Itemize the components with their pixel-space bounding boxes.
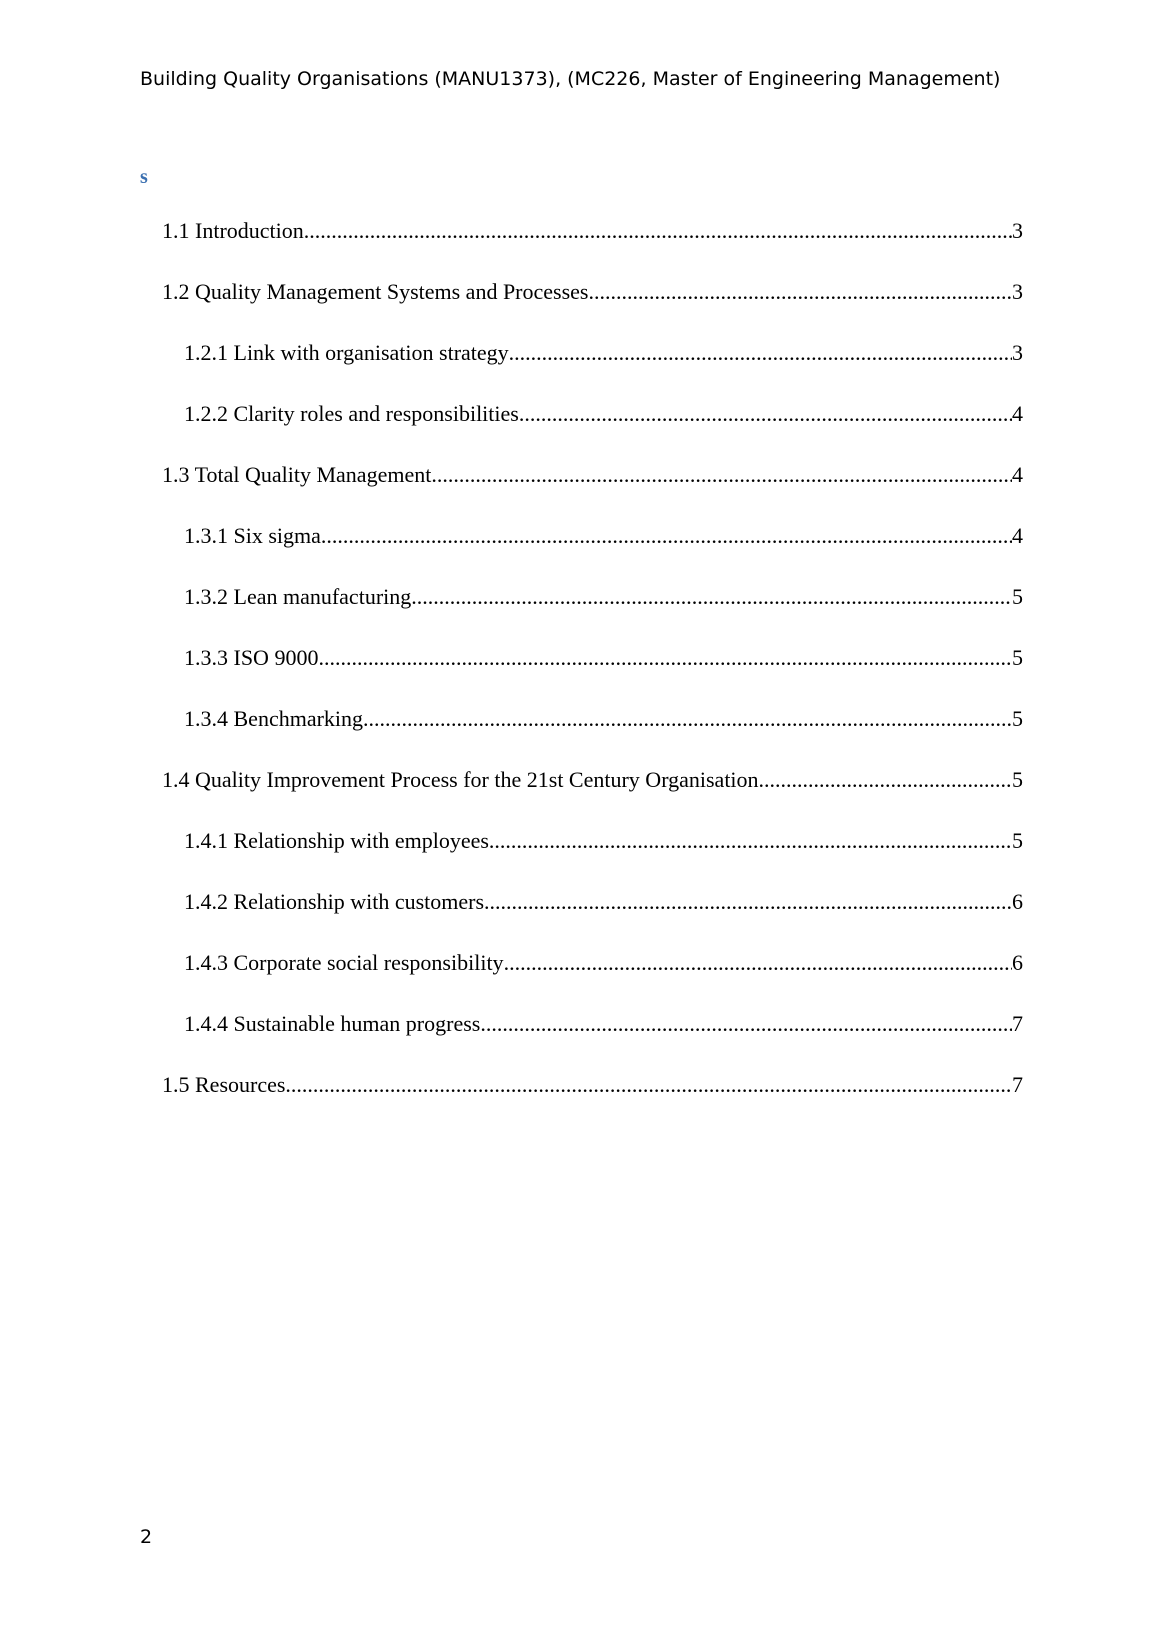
toc-dot-leader: [363, 706, 1012, 732]
toc-entry-label: 1.3.2 Lean manufacturing: [184, 584, 412, 609]
toc-entry-label: 1.3.3 ISO 9000: [184, 645, 319, 670]
toc-entry-clarity-roles[interactable]: [184, 401, 1023, 429]
toc-dot-leader: [304, 218, 1012, 244]
toc-dot-leader: [431, 462, 1012, 488]
toc-page-number: 5: [1012, 828, 1023, 853]
toc-entry-link-with-strategy[interactable]: [184, 340, 1023, 368]
page-header: Building Quality Organisations (MANU1373), (MC226, Master of Engineering Management): [140, 68, 1001, 90]
toc-page-number: 4: [1012, 462, 1023, 487]
toc-entry-label: 1.2.1 Link with organisation strategy: [184, 340, 509, 365]
toc-entry-label: 1.4.3 Corporate social responsibility: [184, 950, 504, 975]
toc-entry-label: 1.4.2 Relationship with customers: [184, 889, 485, 914]
toc-entry-label: 1.4.4 Sustainable human progress: [184, 1011, 481, 1036]
toc-dot-leader: [411, 584, 1012, 610]
toc-page-number: 6: [1012, 950, 1023, 975]
toc-dot-leader: [285, 1072, 1012, 1098]
toc-page-number: 3: [1012, 279, 1023, 304]
toc-page-number: 5: [1012, 584, 1023, 609]
toc-entry-lean-manufacturing[interactable]: [184, 584, 1023, 612]
toc-entry-quality-management-systems[interactable]: [162, 279, 1023, 307]
toc-entry-label: 1.2 Quality Management Systems and Processes: [162, 279, 589, 304]
toc-entry-label: 1.3.1 Six sigma: [184, 523, 321, 548]
toc-entry-label: 1.4.1 Relationship with employees: [184, 828, 489, 853]
toc-dot-leader: [519, 401, 1012, 427]
toc-entry-corporate-social-responsibility[interactable]: [184, 950, 1023, 978]
toc-dot-leader: [489, 828, 1012, 854]
page-number: 2: [140, 1526, 153, 1548]
toc-entry-quality-improvement-process[interactable]: [162, 767, 1023, 795]
toc-page-number: 4: [1012, 401, 1023, 426]
toc-page-number: 3: [1012, 218, 1023, 243]
toc-page-number: 7: [1012, 1011, 1023, 1036]
toc-entry-label: 1.5 Resources: [162, 1072, 286, 1097]
toc-entry-label: 1.2.2 Clarity roles and responsibilities: [184, 401, 519, 426]
toc-page-number: 4: [1012, 523, 1023, 548]
toc-dot-leader: [321, 523, 1012, 549]
toc-entry-sustainable-human-progress[interactable]: [184, 1011, 1023, 1039]
toc-entry-benchmarking[interactable]: [184, 706, 1023, 734]
toc-dot-leader: [759, 767, 1012, 793]
toc-entry-label: 1.3.4 Benchmarking: [184, 706, 364, 731]
toc-entry-resources[interactable]: [162, 1072, 1023, 1100]
toc-entry-iso-9000[interactable]: [184, 645, 1023, 673]
toc-entry-introduction[interactable]: [162, 218, 1023, 246]
toc-entry-label: 1.3 Total Quality Management: [162, 462, 432, 487]
toc-dot-leader: [318, 645, 1012, 671]
toc-dot-leader: [480, 1011, 1012, 1037]
toc-entry-total-quality-management[interactable]: [162, 462, 1023, 490]
toc-page-number: 6: [1012, 889, 1023, 914]
toc-page-number: 3: [1012, 340, 1023, 365]
toc-dot-leader: [504, 950, 1012, 976]
toc-entry-six-sigma[interactable]: [184, 523, 1023, 551]
toc-dot-leader: [484, 889, 1012, 915]
toc-page-number: 5: [1012, 706, 1023, 731]
toc-entry-relationship-customers[interactable]: [184, 889, 1023, 917]
toc-entry-relationship-employees[interactable]: [184, 828, 1023, 856]
toc-heading: s: [140, 166, 148, 188]
toc-page-number: 5: [1012, 645, 1023, 670]
toc-dot-leader: [589, 279, 1013, 305]
toc-page-number: 7: [1012, 1072, 1023, 1097]
toc-entry-label: 1.1 Introduction: [162, 218, 304, 243]
toc-page-number: 5: [1012, 767, 1023, 792]
toc-dot-leader: [509, 340, 1012, 366]
toc-entry-label: 1.4 Quality Improvement Process for the 21st Century Organisation: [162, 767, 759, 792]
